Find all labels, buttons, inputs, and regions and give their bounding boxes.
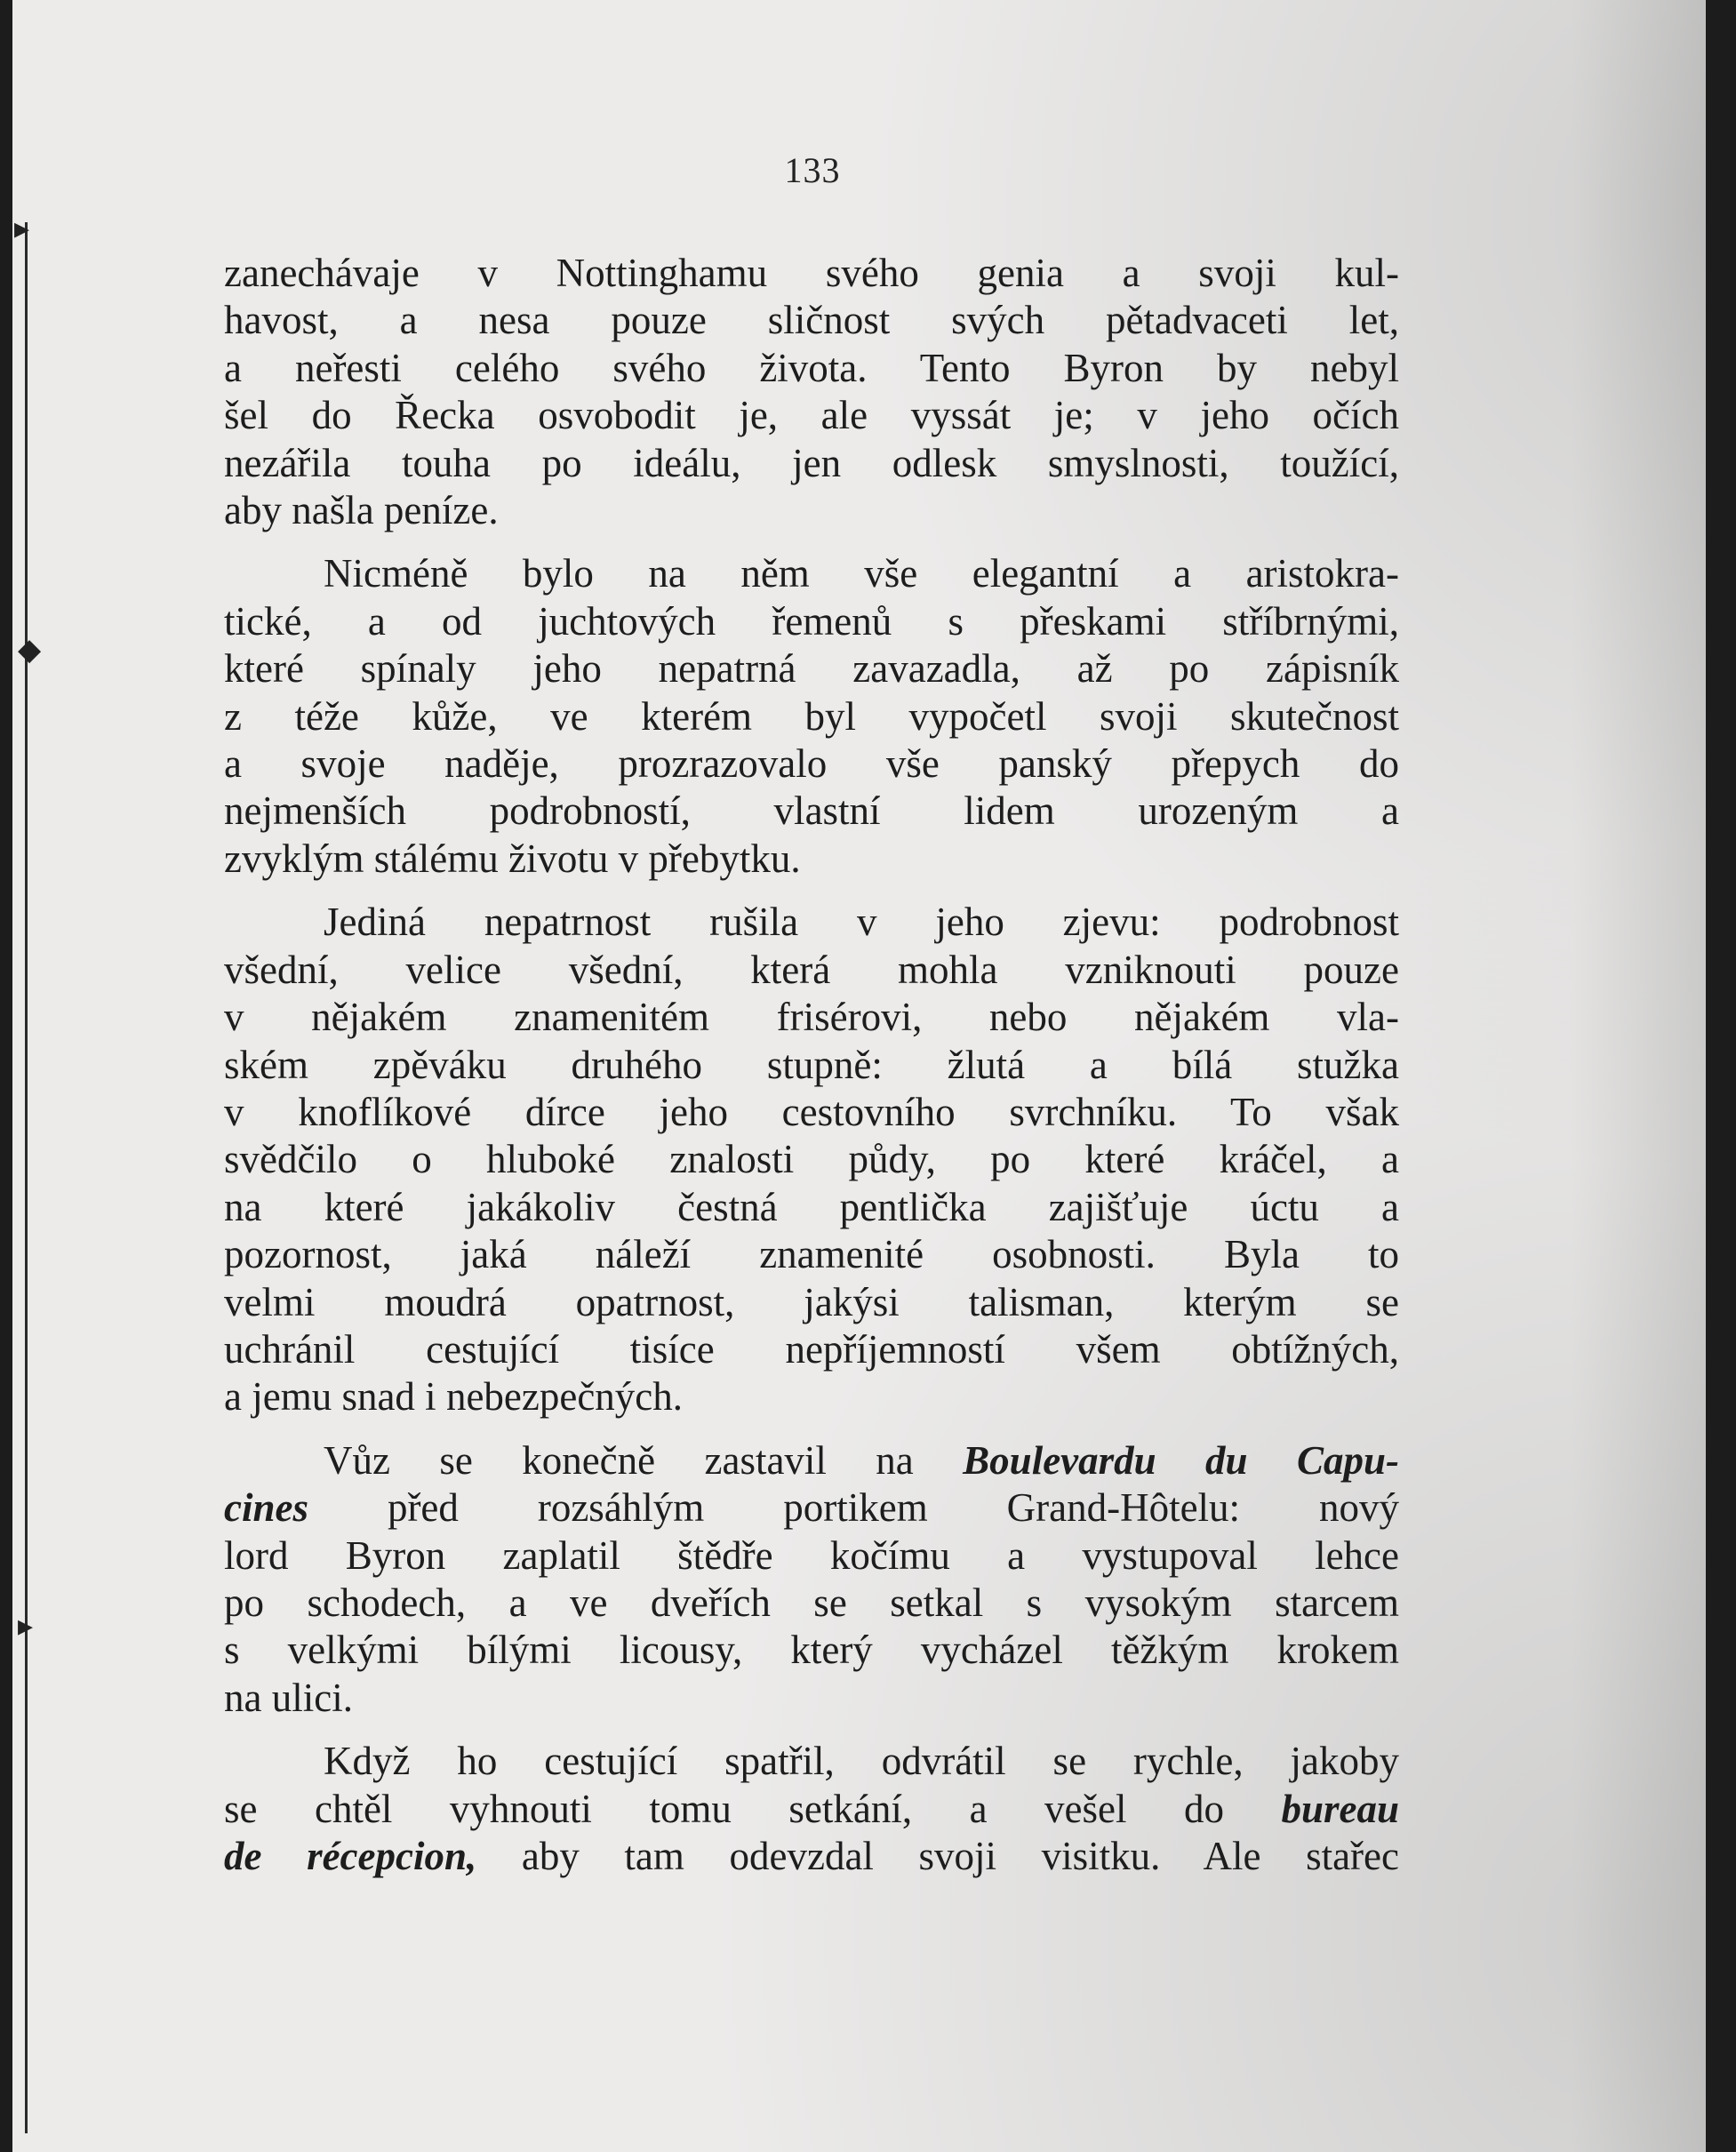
text-line: a neřesti celého svého života. Tento Byron by nebyl [224,345,1399,390]
italic-phrase: de récepcion, [224,1834,477,1878]
text-run: aby tam odevzdal svoji visitku. Ale stařec [476,1834,1399,1878]
paragraph-3 [224,899,1399,1420]
text-line: z téže kůže, ve kterém byl vypočetl svoji skutečnost [224,693,1399,739]
text-line: nejmenších podrobností, vlastní lidem urozeným a [224,788,1399,834]
text-line: uchránil cestující tisíce nepříjemností všem obtížných, [224,1326,1399,1372]
text-line: lord Byron zaplatil štědře kočímu a vystupoval lehce [224,1532,1399,1578]
text-line [224,1484,1399,1532]
text-line: nezářila touha po ideálu, jen odlesk smyslnosti, toužící, [224,440,1399,485]
text-line: šel do Řecka osvobodit je, ale vyssát je; v jeho očích [224,393,1399,438]
text-run: Vůz se konečně zastavil na [324,1437,964,1483]
page-number: 133 [784,150,841,190]
body-text [224,250,1399,1896]
text-line: všední, velice všední, která mohla vzniknouti pouze [224,947,1399,992]
text-line: Nicméně bylo na něm vše elegantní a aristokra- [324,551,1399,596]
paragraph-4 [224,1437,1399,1722]
text-line: tické, a od juchtových řemenů s přeskami stříbrnými, [224,598,1399,644]
text-line: které spínaly jeho nepatrná zavazadla, až po zápisník [224,646,1399,692]
book-page [12,0,1706,2152]
text-run: se chtěl vyhnouti tomu setkání, a vešel do [224,1786,1282,1831]
text-line: a svoje naděje, prozrazovalo vše panský přepych do [224,741,1399,787]
text-line: na ulici. [224,1675,353,1720]
text-run: před rozsáhlým portikem Grand-Hôtelu: nový [308,1485,1399,1531]
page-edge-rule [25,222,28,2133]
text-line: v nějakém znamenitém frisérovi, nebo nějakém vla- [224,995,1399,1040]
margin-mark-diamond-icon: ◆ [18,632,42,668]
text-line: havost, a nesa pouze sličnost svých pětadvaceti let, [224,298,1399,343]
text-line: v knoflíkové dírce jeho cestovního svrchníku. To však [224,1089,1399,1134]
text-line: pozornost, jaká náleží znamenité osobnosti. Byla to [224,1232,1399,1277]
text-line: na které jakákoliv čestná pentlička zajišťuje úctu a [224,1184,1399,1229]
margin-mark-arrow-icon-2: ▸ [18,1608,34,1644]
paragraph-5 [224,1738,1399,1880]
text-line [224,1833,1399,1880]
text-line: Jediná nepatrnost rušila v jeho zjevu: podrobnost [324,900,1399,945]
italic-phrase: Boulevardu du Capu- [963,1437,1399,1483]
text-line: aby našla peníze. [224,488,499,533]
text-line: a jemu snad i nebezpečných. [224,1374,684,1420]
text-line: po schodech, a ve dveřích se setkal s vysokým starcem [224,1580,1399,1625]
text-line [224,1786,1399,1833]
paragraph-1 [224,250,1399,534]
text-line: zanechávaje v Nottinghamu svého genia a svoji kul- [224,251,1399,295]
text-line [224,1437,1399,1484]
italic-phrase: cines [224,1485,308,1531]
text-line: svědčilo o hluboké znalosti půdy, po které kráčel, a [224,1137,1399,1182]
text-line: zvyklým stálému životu v přebytku. [224,836,801,881]
margin-mark-arrow-icon: ▸ [14,211,30,246]
italic-phrase: bureau [1281,1786,1399,1831]
text-line: ském zpěváku druhého stupně: žlutá a bílá stužka [224,1042,1399,1087]
text-line: Když ho cestující spatřil, odvrátil se rychle, jakoby [324,1739,1399,1784]
paragraph-2 [224,550,1399,883]
text-line: s velkými bílými licousy, který vycházel těžkým krokem [224,1628,1399,1673]
text-line: velmi moudrá opatrnost, jakýsi talisman, kterým se [224,1279,1399,1324]
